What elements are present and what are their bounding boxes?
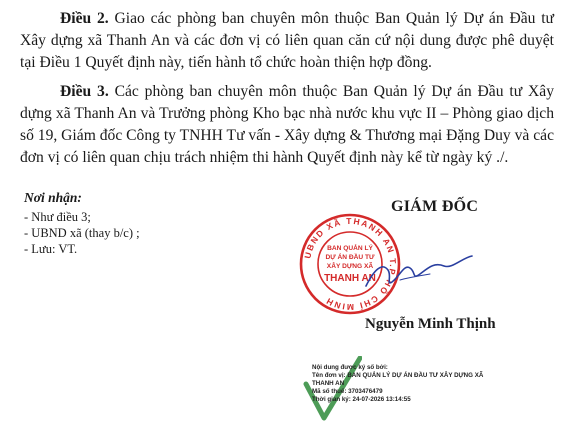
seal-line-2: DỰ ÁN ĐẦU TƯ bbox=[325, 254, 375, 261]
digital-signature-line-1: Nội dung được ký số bởi: bbox=[312, 364, 388, 371]
recipient-item: - UBND xã (thay b/c) ; bbox=[24, 226, 140, 240]
digital-signature-line-2: Tên đơn vị: BAN QUẢN LÝ DỰ ÁN ĐẦU TƯ XÂY DỰNG XÃ THANH AN bbox=[312, 372, 484, 387]
recipient-item: - Lưu: VT. bbox=[24, 242, 78, 256]
seal-line-3: XÂY DỰNG XÃ bbox=[326, 263, 374, 270]
handwritten-signature-icon bbox=[360, 240, 480, 300]
article-2-text: Giao các phòng ban chuyên môn thuộc Ban Quản lý Dự án Đầu tư Xây dựng xã Thanh An và các đơn vị có liên quan căn cứ nội dung được phê duyệt tại Điều 1 Quyết định này, tiến hành tổ chức hoàn thiện hợp đồng. bbox=[20, 10, 554, 71]
seal-line-4: THANH AN bbox=[324, 273, 376, 284]
digital-signature-line-4: Thời gian ký: 24-07-2026 13:14:55 bbox=[312, 396, 411, 403]
digital-signature-block bbox=[302, 356, 502, 422]
seal-line-1: BAN QUẢN LÝ bbox=[327, 245, 373, 252]
signer-title: GIÁM ĐỐC bbox=[391, 198, 479, 215]
article-3-label: Điều 3. bbox=[60, 83, 109, 100]
article-2-label: Điều 2. bbox=[60, 10, 109, 27]
recipients-title: Nơi nhận: bbox=[24, 190, 82, 205]
signer-name: Nguyễn Minh Thịnh bbox=[365, 316, 496, 332]
article-2-paragraph bbox=[20, 8, 554, 74]
article-3-text: Các phòng ban chuyên môn thuộc Ban Quản lý Dự án Đầu tư Xây dựng xã Thanh An và Trưởng phòng Kho bạc nhà nước khu vực II – Phòng giao dịch số 19, Giám đốc Công ty TNHH Tư vấn - Xây dựng & Thương mại Đặng Duy và các đơn vị có liên quan chịu trách nhiệm thi hành Quyết định này kể từ ngày ký ./. bbox=[20, 83, 554, 166]
digital-signature-line-3: Mã số thuế: 3703476479 bbox=[312, 388, 383, 395]
seal-ring-text: UBND XÃ THANH AN T.P HỒ CHÍ MINH bbox=[302, 215, 399, 313]
recipient-item: - Như điều 3; bbox=[24, 210, 91, 224]
recipients-block bbox=[24, 190, 140, 257]
article-3-paragraph bbox=[20, 81, 554, 169]
